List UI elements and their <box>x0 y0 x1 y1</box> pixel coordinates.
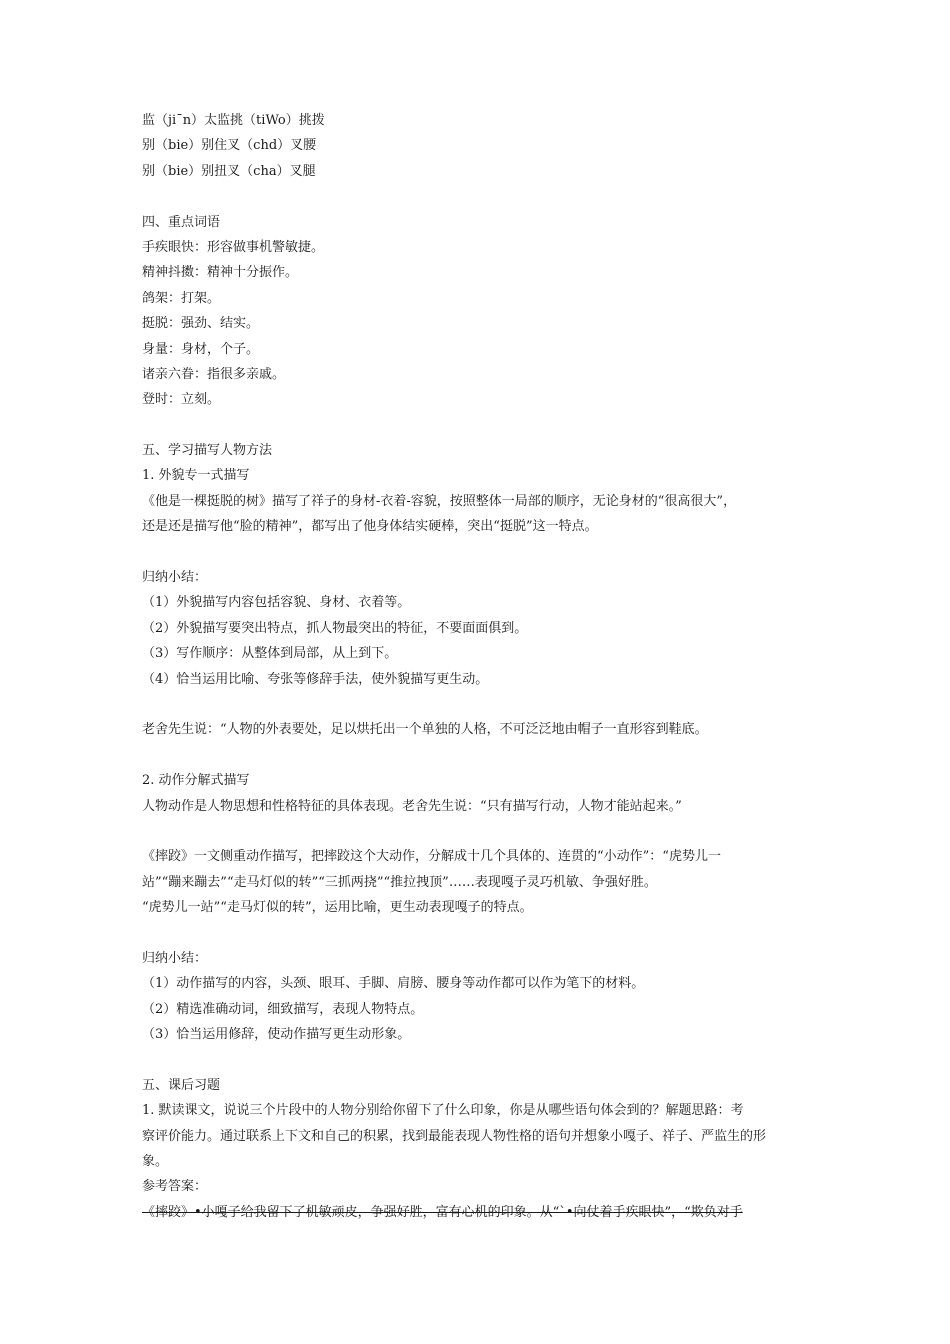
answer-line: 《摔跤》•小嘎子给我留下了机敏顽皮，争强好胜，富有心机的印象。从“`•向仗着手疾眼快”，“欺负对手 <box>142 1204 743 1220</box>
summary-item: （3）恰当运用修辞，使动作描写更生动形象。 <box>142 1027 411 1043</box>
pinyin-line: 监（ji¯n）太监挑（tiWo）挑拨 <box>142 113 325 128</box>
quote-line: 老舍先生说：“人物的外表要处，足以烘托出一个单独的人格，不可泛泛地由帽子一直形容到鞋底。 <box>142 722 708 738</box>
document-body <box>142 108 812 1225</box>
term-item: 诸亲六眷：指很多亲戚。 <box>142 366 286 382</box>
section-heading: 四、重点词语 <box>142 214 221 230</box>
paragraph-line: 《他是一棵挺脱的树》描写了祥子的身材-衣着-容貌，按照整体一局部的顺序，无论身材的“很高很大”， <box>142 493 737 509</box>
summary-item: （2）精选准确动词，细致描写，表现人物特点。 <box>142 1001 424 1017</box>
summary-item: （2）外貌描写要突出特点，抓人物最突出的特征，不要面面俱到。 <box>142 620 528 636</box>
paragraph-line: 站”“蹦来蹦去”“走马灯似的转”“三抓两挠”“推拉拽顶”……表现嘎子灵巧机敏、争强好胜。 <box>142 874 657 890</box>
answer-title: 参考答案： <box>142 1179 208 1195</box>
section-heading: 五、课后习题 <box>142 1077 221 1093</box>
summary-item: （1）外貌描写内容包括容貌、身材、衣着等。 <box>142 595 411 611</box>
term-item: 鸽架：打架。 <box>142 290 221 306</box>
term-item: 挺脱：强劲、结实。 <box>142 316 260 332</box>
term-item: 手疾眼快：形容做事机警敏捷。 <box>142 239 325 255</box>
summary-item: （3）写作顺序：从整体到局部，从上到下。 <box>142 646 398 662</box>
pinyin-line: 别（bie）别住叉（chd）叉腰 <box>142 138 317 154</box>
term-item: 身量：身材，个子。 <box>142 341 260 357</box>
question-line: 察评价能力。通过联系上下文和自己的积累，找到最能表现人物性格的语句并想象小嘎子、祥子、严监生的形 <box>142 1128 767 1144</box>
summary-item: （4）恰当运用比喻、夸张等修辞手法，使外貌描写更生动。 <box>142 671 489 687</box>
paragraph-line: 还是还是描写他“脸的精神”，都写出了他身体结实硬棒，突出“挺脱”这一特点。 <box>142 519 598 535</box>
pinyin-line: 别（bie）别扭叉（cha）叉腿 <box>142 163 316 179</box>
paragraph-line: 《摔跤》一文侧重动作描写，把摔跤这个大动作，分解成十几个具体的、连贯的“小动作”：“虎势儿一 <box>142 849 721 865</box>
paragraph-line: 人物动作是人物思想和性格特征的具体表现。老舍先生说：“只有描写行动，人物才能站起来。” <box>142 798 682 814</box>
section-heading: 五、学习描写人物方法 <box>142 443 273 459</box>
summary-title: 归纳小结： <box>142 570 208 586</box>
summary-item: （1）动作描写的内容，头颈、眼耳、手脚、肩膀、腰身等动作都可以作为笔下的材料。 <box>142 976 645 992</box>
paragraph-line: “虎势儿一站”“走马灯似的转”，运用比喻，更生动表现嘎子的特点。 <box>142 900 533 916</box>
subsection-title: 2. 动作分解式描写 <box>142 773 250 789</box>
question-line: 象。 <box>142 1154 169 1170</box>
term-item: 精神抖擞：精神十分振作。 <box>142 265 299 281</box>
subsection-title: 1. 外貌专一式描写 <box>142 468 250 484</box>
summary-title: 归纳小结： <box>142 950 208 966</box>
term-item: 登时：立刻。 <box>142 392 221 408</box>
question-line: 1. 默读课文，说说三个片段中的人物分别给你留下了什么印象，你是从哪些语句体会到的？解题思路：考 <box>142 1103 744 1119</box>
